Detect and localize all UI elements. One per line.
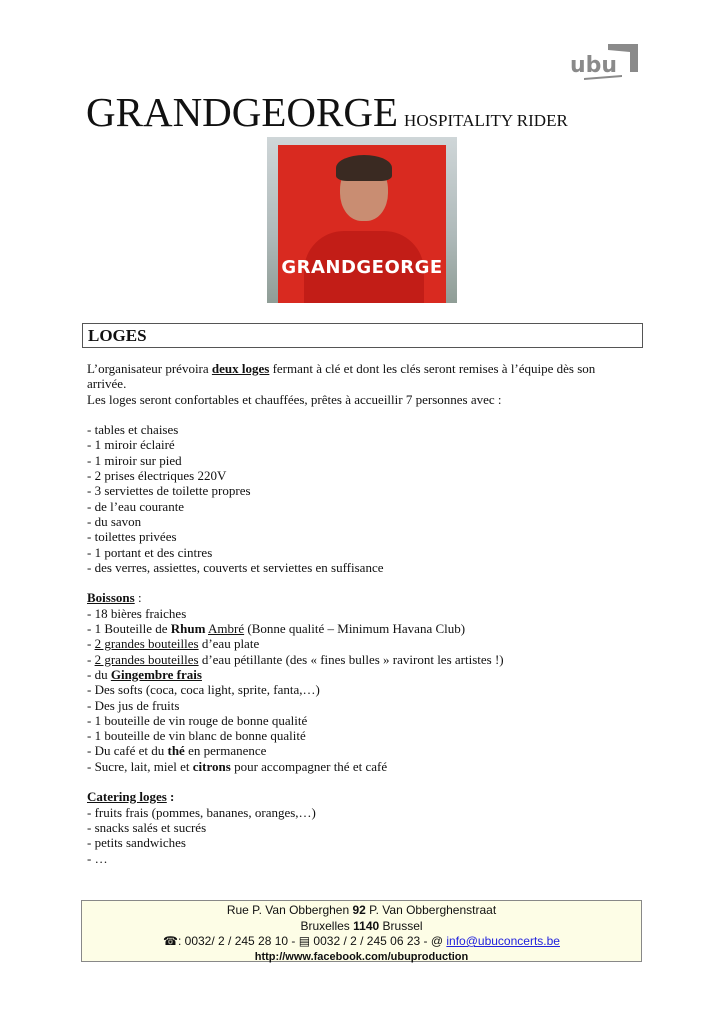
text-line bbox=[87, 468, 627, 483]
text-segment: - du savon bbox=[87, 513, 142, 529]
rider-body bbox=[87, 361, 627, 866]
text-line bbox=[87, 851, 627, 866]
facebook-link[interactable]: http://www.facebook.com/ubuproduction bbox=[254, 950, 469, 963]
text-segment: thé bbox=[167, 743, 185, 759]
section-heading-loges bbox=[82, 323, 643, 348]
text-segment: Boissons bbox=[87, 590, 135, 606]
text-segment: - Des softs (coca, coca light, sprite, fanta,…) bbox=[87, 682, 320, 698]
text-segment: Rhum bbox=[170, 621, 206, 637]
text-line bbox=[87, 728, 627, 743]
text-segment: (Bonne qualité – Minimum Havana Club) bbox=[244, 621, 466, 637]
text-line bbox=[87, 713, 627, 728]
text-segment: - 1 miroir éclairé bbox=[87, 437, 175, 453]
text-line bbox=[87, 590, 627, 605]
fax-icon: ▤ bbox=[298, 934, 311, 948]
title-sub: HOSPITALITY RIDER bbox=[404, 111, 568, 130]
text-segment: - … bbox=[87, 850, 108, 866]
text-segment: : bbox=[166, 789, 175, 805]
text-segment: - fruits frais (pommes, bananes, oranges,…) bbox=[87, 804, 316, 820]
text-segment: fermant à clé et dont les clés seront remises à l’équipe dès son arrivée. bbox=[87, 361, 596, 392]
text-line bbox=[87, 453, 627, 468]
document-title bbox=[86, 88, 568, 136]
text-line bbox=[87, 514, 627, 529]
text-segment: - Des jus de fruits bbox=[87, 697, 180, 713]
text-segment: - snacks salés et sucrés bbox=[87, 819, 207, 835]
text-line bbox=[87, 805, 627, 820]
text-segment: - 18 bières fraiches bbox=[87, 605, 187, 621]
text-segment: deux loges bbox=[211, 361, 270, 376]
text-line bbox=[87, 422, 627, 437]
photo-caption: GRANDGEORGE bbox=[281, 257, 443, 278]
blank-line bbox=[87, 575, 627, 590]
text-segment: - 1 Bouteille de bbox=[87, 621, 171, 637]
text-line bbox=[87, 835, 627, 850]
text-segment: pour accompagner thé et café bbox=[230, 758, 388, 774]
text-segment: - Du café et du bbox=[87, 743, 168, 759]
text-line bbox=[87, 545, 627, 560]
text-line bbox=[87, 392, 627, 407]
artist-photo bbox=[267, 137, 457, 303]
footer-contact bbox=[81, 900, 642, 962]
text-segment: - Sucre, lait, miel et bbox=[87, 758, 193, 774]
text-line bbox=[87, 636, 627, 651]
footer-phone: ☎: 0032/ 2 / 245 28 10 - ▤ 0032 / 2 / 245 06 23 - @ info@ubuconcerts.be bbox=[163, 934, 560, 948]
text-segment: - des verres, assiettes, couverts et serviettes en suffisance bbox=[87, 559, 384, 575]
text-segment: 2 grandes bouteilles bbox=[94, 651, 199, 667]
text-segment: : bbox=[134, 590, 142, 606]
title-main: GRANDGEORGE bbox=[86, 89, 399, 135]
text-segment: en permanence bbox=[184, 743, 267, 759]
text-segment: Les loges seront confortables et chauffées, prêtes à accueillir 7 personnes avec : bbox=[87, 391, 502, 407]
text-segment: - de l’eau courante bbox=[87, 498, 185, 514]
phone-icon: ☎ bbox=[163, 934, 178, 948]
text-line bbox=[87, 652, 627, 667]
text-line bbox=[87, 499, 627, 514]
email-link[interactable]: info@ubuconcerts.be bbox=[446, 934, 560, 948]
text-line bbox=[87, 820, 627, 835]
text-segment: - 1 bouteille de vin blanc de bonne qualité bbox=[87, 728, 306, 744]
text-segment: - 2 prises électriques 220V bbox=[87, 468, 227, 484]
text-segment: Ambré bbox=[208, 621, 245, 637]
text-segment: - bbox=[87, 651, 95, 667]
footer-address: Rue P. Van Obberghen 92 P. Van Obberghenstraat bbox=[226, 903, 497, 917]
text-line bbox=[87, 743, 627, 758]
text-segment: - 1 portant et des cintres bbox=[87, 544, 213, 560]
text-line bbox=[87, 529, 627, 544]
text-segment: - tables et chaises bbox=[87, 422, 179, 438]
text-line bbox=[87, 759, 627, 774]
text-line bbox=[87, 698, 627, 713]
text-segment: Gingembre frais bbox=[110, 666, 202, 682]
text-segment: - bbox=[87, 636, 95, 652]
text-segment: d’eau plate bbox=[198, 636, 260, 652]
text-segment: - petits sandwiches bbox=[87, 835, 186, 851]
text-line bbox=[87, 682, 627, 697]
blank-line bbox=[87, 407, 627, 422]
ubu-logo bbox=[570, 42, 640, 82]
text-segment: - 1 bouteille de vin rouge de bonne qualité bbox=[87, 712, 308, 728]
text-line bbox=[87, 437, 627, 452]
footer-city: Bruxelles 1140 Brussel bbox=[300, 918, 423, 933]
text-segment: citrons bbox=[192, 758, 231, 774]
text-segment: d’eau pétillante (des « fines bulles » raviront les artistes !) bbox=[198, 651, 504, 667]
text-line bbox=[87, 667, 627, 682]
text-line bbox=[87, 606, 627, 621]
text-segment: - 1 miroir sur pied bbox=[87, 452, 182, 468]
text-segment: - toilettes privées bbox=[87, 529, 177, 545]
section-title: LOGES bbox=[88, 326, 147, 345]
text-line bbox=[87, 361, 627, 392]
svg-text:ubu: ubu bbox=[570, 53, 618, 78]
text-segment: - du bbox=[87, 666, 111, 682]
text-segment: Catering loges bbox=[87, 789, 167, 805]
text-segment: - 3 serviettes de toilette propres bbox=[87, 483, 251, 499]
text-segment: L’organisateur prévoira bbox=[87, 361, 212, 376]
text-line bbox=[87, 560, 627, 575]
text-segment: 2 grandes bouteilles bbox=[94, 636, 199, 652]
text-line bbox=[87, 483, 627, 498]
text-line bbox=[87, 621, 627, 636]
blank-line bbox=[87, 774, 627, 789]
text-line bbox=[87, 789, 627, 804]
